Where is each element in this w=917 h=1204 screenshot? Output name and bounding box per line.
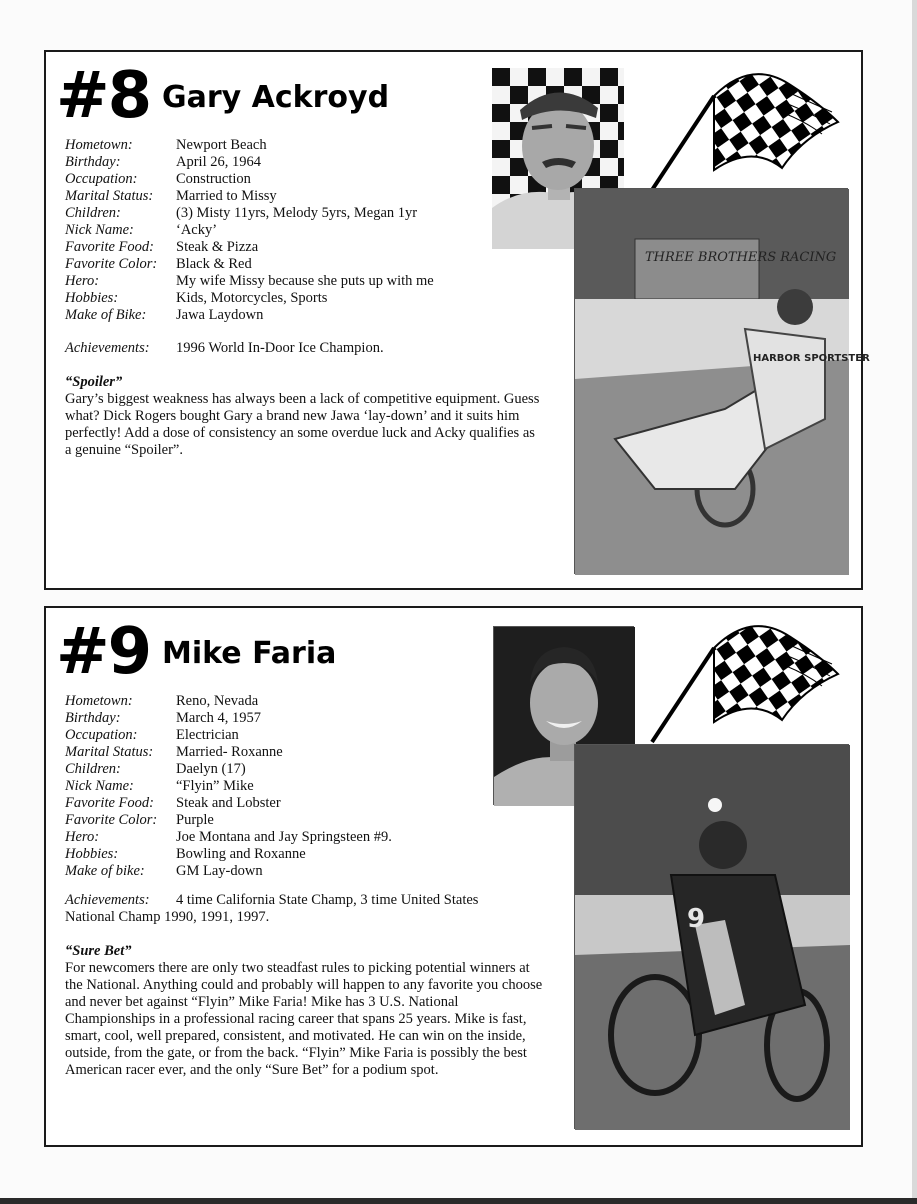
achievements-text: 1996 World In-Door Ice Champion. xyxy=(176,340,384,356)
jersey-number: 9 xyxy=(687,904,706,934)
racer-number: #8 xyxy=(56,59,151,133)
detail-label: Make of bike: xyxy=(65,863,145,879)
detail-label: Favorite Color: xyxy=(65,256,158,272)
racer-name: Gary Ackroyd xyxy=(162,80,390,115)
detail-row xyxy=(65,222,535,239)
detail-row xyxy=(65,795,535,812)
detail-value: Married- Roxanne xyxy=(176,744,283,760)
detail-label: Favorite Color: xyxy=(65,812,158,828)
racer-details xyxy=(65,693,535,880)
racer-action-photo xyxy=(574,188,870,574)
racer-name: Mike Faria xyxy=(162,636,337,671)
detail-value: Joe Montana and Jay Springsteen #9. xyxy=(176,829,392,845)
detail-value: Daelyn (17) xyxy=(176,761,246,777)
detail-row xyxy=(65,154,535,171)
detail-label: Make of Bike: xyxy=(65,307,147,323)
detail-row xyxy=(65,727,535,744)
detail-value: April 26, 1964 xyxy=(176,154,261,170)
detail-value: Black & Red xyxy=(176,256,252,272)
detail-row xyxy=(65,829,535,846)
detail-label: Children: xyxy=(65,205,121,221)
detail-row xyxy=(65,290,535,307)
detail-row xyxy=(65,256,535,273)
detail-value: Construction xyxy=(176,171,251,187)
detail-value: March 4, 1957 xyxy=(176,710,261,726)
detail-label: Marital Status: xyxy=(65,188,154,204)
detail-row xyxy=(65,171,535,188)
detail-value: Bowling and Roxanne xyxy=(176,846,306,862)
detail-label: Hobbies: xyxy=(65,290,119,306)
detail-row xyxy=(65,205,535,222)
detail-row xyxy=(65,710,535,727)
detail-value: Electrician xyxy=(176,727,239,743)
detail-label: Marital Status: xyxy=(65,744,154,760)
achievements xyxy=(65,892,517,926)
detail-value: Married to Missy xyxy=(176,188,277,204)
racer-blurb: For newcomers there are only two steadfast rules to picking potential winners at the National. Anything could and probably will happen to any favorite you choose and never bet against “Flyin” Mike Faria! Mike has 3 U.S. National Championships in a professional racing career that spans 25 years. Mike is fast, smart, cool, well prepared, consistent, and motivated. He can win on the inside, outside, from the gate, or from the back. “Flyin” Mike Faria is possibly the best American racer ever, and the only “Sure Bet” for a podium spot. xyxy=(65,960,543,1078)
racer-card-9 xyxy=(44,606,863,1147)
achievements-text: 4 time California State Champ, 3 time United States National Champ 1990, 1991, 1997. xyxy=(65,892,479,925)
racer-card-8 xyxy=(44,50,870,590)
page-bottom-edge xyxy=(0,1198,917,1204)
detail-label: Nick Name: xyxy=(65,222,134,238)
detail-value: Purple xyxy=(176,812,214,828)
detail-value: My wife Missy because she puts up with me xyxy=(176,273,434,289)
detail-label: Hometown: xyxy=(65,693,133,709)
nickname-title: “Sure Bet” xyxy=(65,943,132,959)
racer-details xyxy=(65,137,535,324)
detail-row xyxy=(65,273,535,290)
detail-label: Favorite Food: xyxy=(65,795,154,811)
racer-action-photo xyxy=(574,744,849,1129)
detail-row xyxy=(65,188,535,205)
achievements xyxy=(65,340,535,357)
nickname-title: “Spoiler” xyxy=(65,374,123,390)
detail-row xyxy=(65,778,535,795)
detail-value: Newport Beach xyxy=(176,137,267,153)
detail-label: Occupation: xyxy=(65,727,138,743)
detail-value: Steak & Pizza xyxy=(176,239,259,255)
racer-blurb: Gary’s biggest weakness has always been a lack of competitive equipment. Guess what? Dick Rogers bought Gary a brand new Jawa ‘lay-down’ and it suits him perfectly! Add a dose of consistency an some overdue luck and Acky qualifies as a genuine “Spoiler”. xyxy=(65,391,540,458)
detail-value: GM Lay-down xyxy=(176,863,263,879)
detail-label: Hobbies: xyxy=(65,846,119,862)
detail-row xyxy=(65,693,535,710)
racer-number: #9 xyxy=(56,615,151,689)
detail-value: (3) Misty 11yrs, Melody 5yrs, Megan 1yr xyxy=(176,205,418,221)
detail-label: Nick Name: xyxy=(65,778,134,794)
detail-value: Kids, Motorcycles, Sports xyxy=(176,290,328,306)
detail-label: Hometown: xyxy=(65,137,133,153)
detail-label: Occupation: xyxy=(65,171,138,187)
detail-label: Birthday: xyxy=(65,154,121,170)
detail-label: Children: xyxy=(65,761,121,777)
detail-label: Birthday: xyxy=(65,710,121,726)
detail-row xyxy=(65,137,535,154)
achievements-label: Achievements: xyxy=(65,892,150,908)
banner-text: THREE BROTHERS RACING xyxy=(645,250,837,265)
checkered-flag-icon xyxy=(642,616,842,746)
detail-row xyxy=(65,846,535,863)
detail-row xyxy=(65,761,535,778)
checkered-flag-icon xyxy=(642,64,842,194)
detail-label: Hero: xyxy=(65,829,100,845)
detail-value: ‘Acky’ xyxy=(176,222,218,238)
detail-value: Reno, Nevada xyxy=(176,693,259,709)
detail-label: Favorite Food: xyxy=(65,239,154,255)
detail-value: “Flyin” Mike xyxy=(176,778,254,794)
detail-row xyxy=(65,239,535,256)
detail-value: Jawa Laydown xyxy=(176,307,264,323)
page-edge-shadow xyxy=(912,0,917,1204)
detail-row xyxy=(65,863,535,880)
jersey-text: HARBOR SPORTSTER xyxy=(753,353,870,364)
detail-row xyxy=(65,307,535,324)
detail-row xyxy=(65,812,535,829)
achievements-label: Achievements: xyxy=(65,340,150,356)
detail-row xyxy=(65,744,535,761)
detail-value: Steak and Lobster xyxy=(176,795,281,811)
detail-label: Hero: xyxy=(65,273,100,289)
